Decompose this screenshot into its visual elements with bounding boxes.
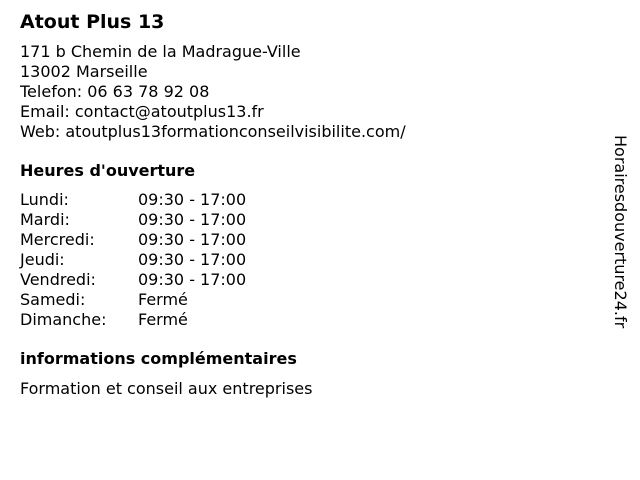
- time-value: 09:30 - 17:00: [138, 250, 247, 269]
- extra-info-text: Formation et conseil aux entreprises: [20, 379, 313, 398]
- day-label: Mercredi:: [20, 230, 95, 249]
- hours-row-samedi: [20, 290, 246, 310]
- email-address: Email: contact@atoutplus13.fr: [20, 102, 264, 121]
- day-label: Samedi:: [20, 290, 86, 309]
- opening-hours-table: [20, 190, 246, 330]
- address-street: 171 b Chemin de la Madrague-Ville: [20, 42, 301, 61]
- contact-info: [20, 42, 600, 142]
- time-value: 09:30 - 17:00: [138, 210, 247, 229]
- day-label: Vendredi:: [20, 270, 96, 289]
- hours-row-mercredi: [20, 230, 246, 250]
- hours-row-vendredi: [20, 270, 246, 290]
- website-url: Web: atoutplus13formationconseilvisibilite.com/: [20, 122, 406, 141]
- day-label: Mardi:: [20, 210, 70, 229]
- hours-row-dimanche: [20, 310, 246, 330]
- hours-heading: Heures d'ouverture: [20, 161, 196, 180]
- hours-row-lundi: [20, 190, 246, 210]
- day-label: Lundi:: [20, 190, 69, 209]
- hours-row-mardi: [20, 210, 246, 230]
- site-watermark: Horairesdouverture24.fr: [611, 135, 630, 329]
- time-value: Fermé: [138, 290, 188, 309]
- time-value: Fermé: [138, 310, 188, 329]
- hours-row-jeudi: [20, 250, 246, 270]
- business-name: Atout Plus 13: [20, 11, 165, 33]
- extra-info-heading: informations complémentaires: [20, 349, 297, 368]
- phone-number: Telefon: 06 63 78 92 08: [20, 82, 210, 101]
- time-value: 09:30 - 17:00: [138, 230, 247, 249]
- time-value: 09:30 - 17:00: [138, 190, 247, 209]
- business-card: [20, 10, 600, 399]
- address-city: 13002 Marseille: [20, 62, 148, 81]
- time-value: 09:30 - 17:00: [138, 270, 247, 289]
- day-label: Dimanche:: [20, 310, 107, 329]
- day-label: Jeudi:: [20, 250, 65, 269]
